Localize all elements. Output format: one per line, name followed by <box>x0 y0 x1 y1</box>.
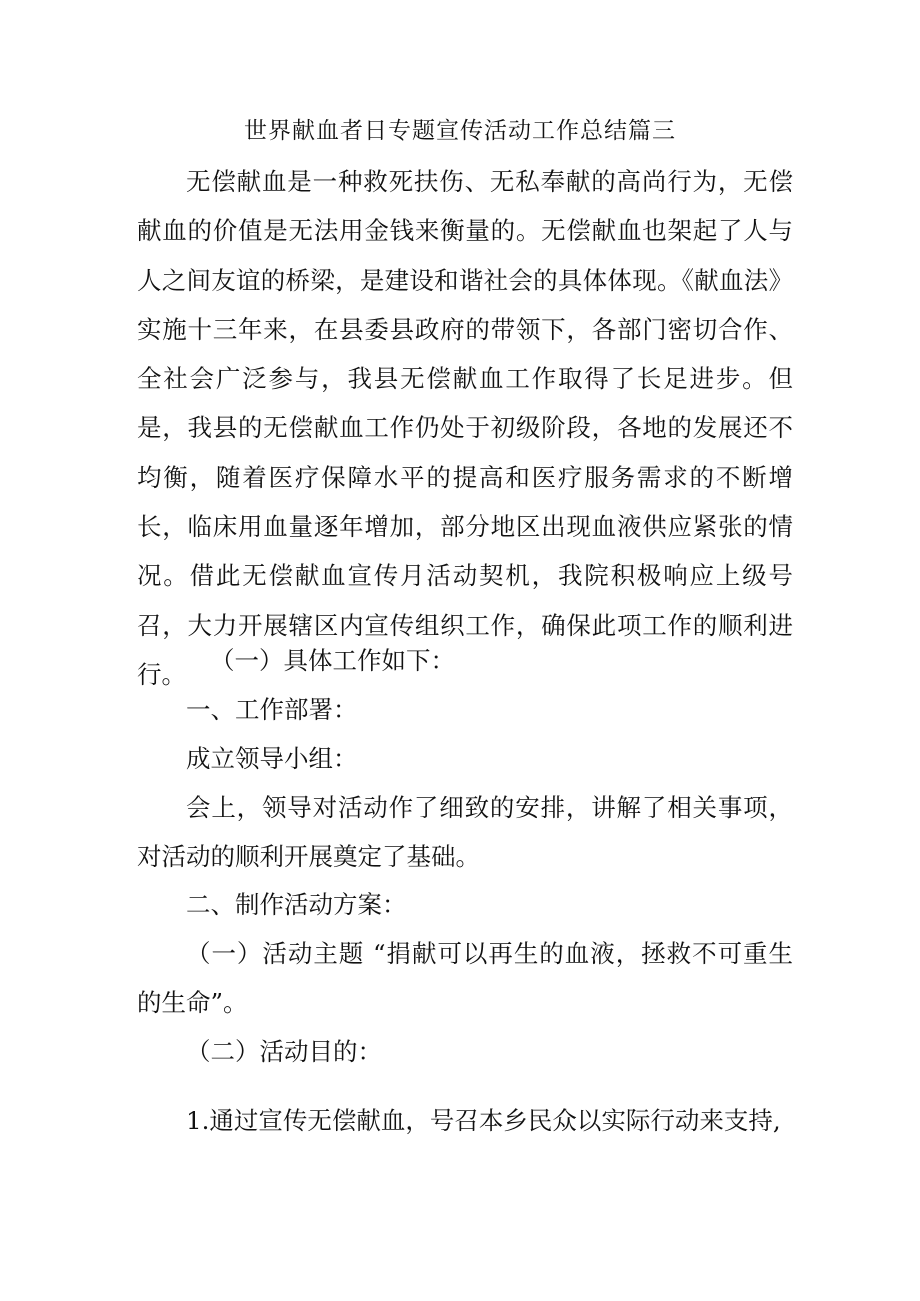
part1-subheading: 成立领导小组： <box>186 744 358 773</box>
document-title: 世界献血者日专题宣传活动工作总结篇三 <box>244 118 676 144</box>
activity-theme: （一）活动主题 “捐献可以再生的血液，拯救不可重生的生命”。 <box>137 939 793 1018</box>
intro-paragraph: 无偿献血是一种救死扶伤、无私奉献的高尚行为，无偿献血的价值是无法用金钱来衡量的。无偿献血也架起了人与人之间友谊的桥梁，是建设和谐社会的具体体现。《献血法》实施十三年来，在县委县政府的带领下，各部门密切合作、全社会广泛参与，我县无偿献血工作取得了长足进步。但是，我县的无偿献血工作仍处于初级阶段，各地的发展还不均衡，随着医疗保障水平的提高和医疗服务需求的不断增长，临床用血量逐年增加，部分地区出现血液供应紧张的情况。借此无偿献血宣传月活动契机，我院积极响应上级号召，大力开展辖区内宣传组织工作，确保此项工作的顺利进行。 <box>137 167 793 689</box>
part1-heading: 一、工作部署： <box>186 695 358 724</box>
purpose-heading: （二）活动目的： <box>186 1037 382 1066</box>
section-heading: （一）具体工作如下： <box>210 646 455 675</box>
purpose-item-1: 1.通过宣传无偿献血，号召本乡民众以实际行动来支持, <box>186 1106 781 1135</box>
part1-body: 会上，领导对活动作了细致的安排，讲解了相关事项，对活动的顺利开展奠定了基础。 <box>137 793 793 872</box>
part2-heading: 二、制作活动方案： <box>186 890 407 919</box>
